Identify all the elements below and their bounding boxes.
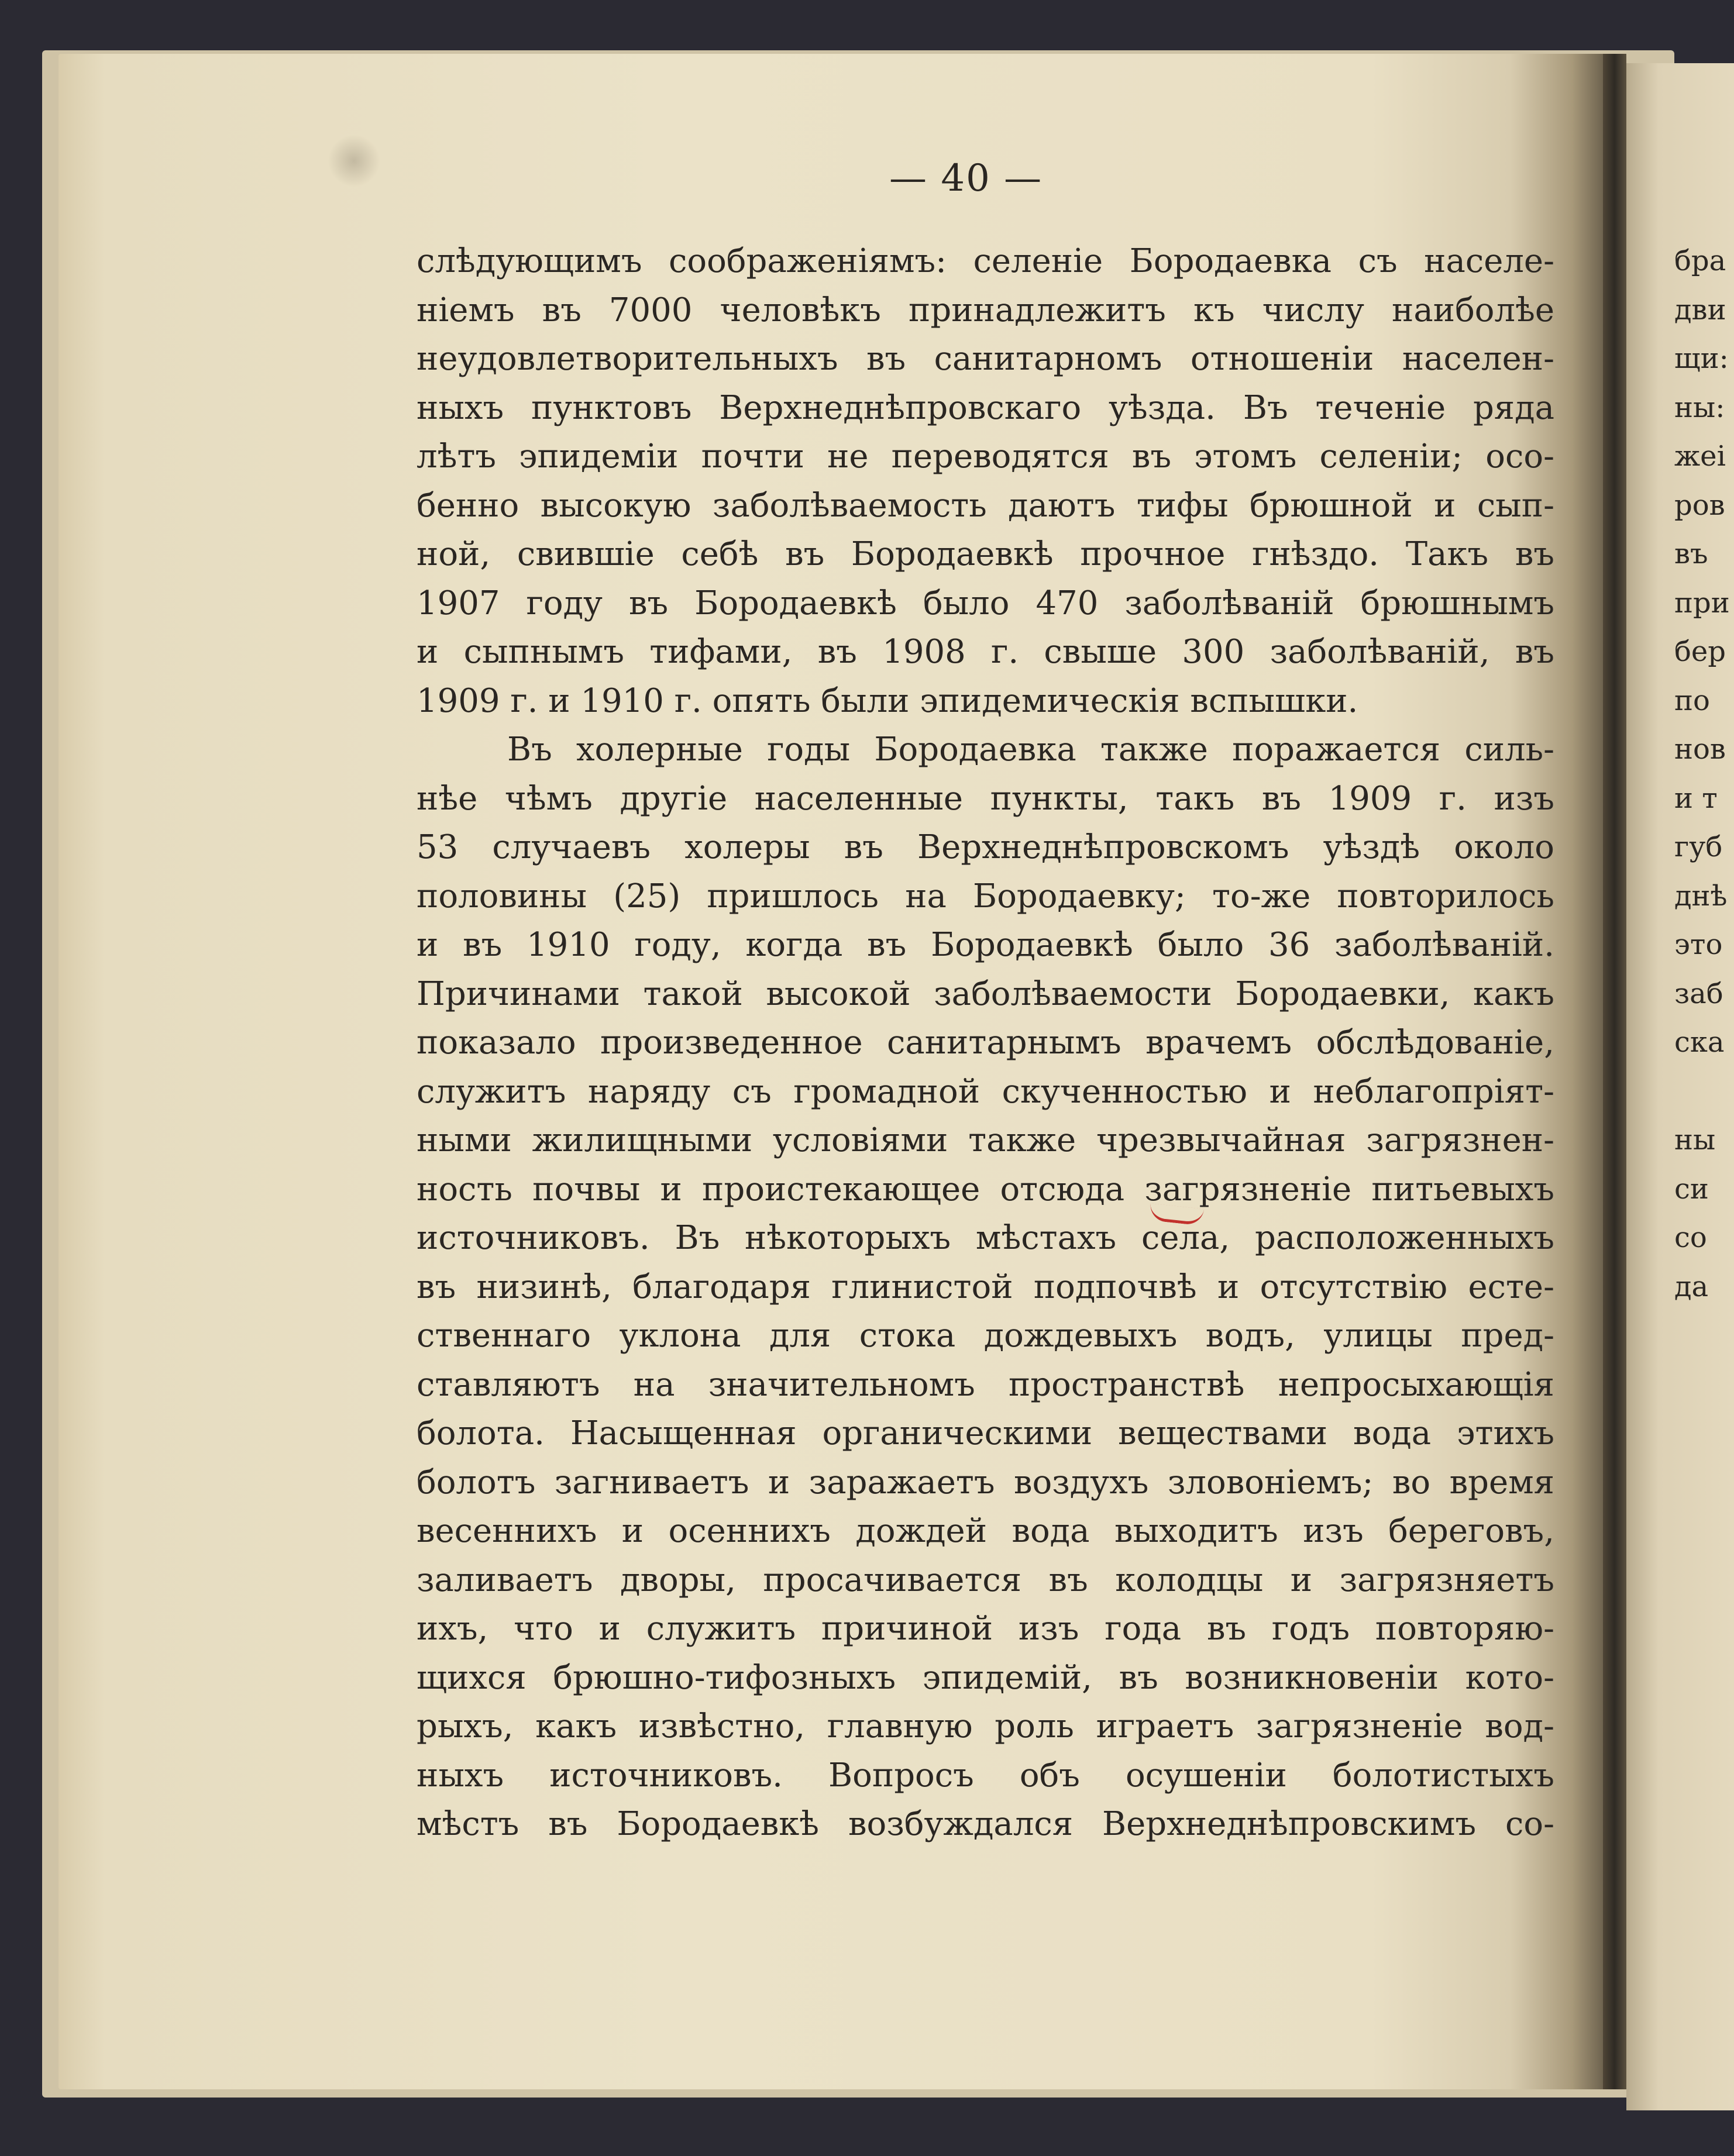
page-number: — 40 — [889, 157, 1043, 200]
body-text [417, 237, 1554, 1849]
facing-text-line: бер [1674, 635, 1726, 668]
text-line: ставляютъ на значительномъ пространствѣ непросыхающія [417, 1365, 1554, 1404]
facing-text-line: ны [1674, 1124, 1716, 1156]
text-line: 1907 году въ Бородаевкѣ было 470 заболѣваній брюшнымъ [417, 584, 1554, 622]
text-line: въ низинѣ, благодаря глинистой подпочвѣ и отсутствію есте- [417, 1268, 1554, 1306]
text-line: бенно высокую заболѣваемость даютъ тифы брюшной и сып- [417, 486, 1554, 525]
text-line: щихся брюшно-тифозныхъ эпидемій, въ возникновеніи кото- [417, 1658, 1554, 1697]
facing-text-line: при [1674, 586, 1730, 619]
text-line: ность почвы и проистекающее отсюда загрязненіе питьевыхъ [417, 1170, 1554, 1208]
text-line: слѣдующимъ соображеніямъ: селеніе Бородаевка съ населе- [417, 242, 1554, 280]
facing-text-line: со [1674, 1221, 1707, 1254]
text-line: ственнаго уклона для стока дождевыхъ водъ, улицы пред- [417, 1317, 1554, 1355]
book-gutter [1603, 54, 1626, 2089]
facing-text-line: это [1674, 928, 1723, 961]
text-line: и сыпнымъ тифами, въ 1908 г. свыше 300 заболѣваній, въ [417, 633, 1554, 671]
facing-text-line: си [1674, 1172, 1709, 1206]
facing-text-line: да [1674, 1270, 1709, 1303]
text-line: 1909 г. и 1910 г. опять были эпидемическія вспышки. [417, 681, 1358, 720]
text-line: лѣтъ эпидеміи почти не переводятся въ этомъ селеніи; осо- [417, 438, 1554, 476]
text-line: ныхъ пунктовъ Верхнеднѣпровскаго уѣзда. Въ теченіе ряда [417, 388, 1554, 427]
text-line: ихъ, что и служитъ причиной изъ года въ годъ повторяю- [417, 1610, 1554, 1648]
facing-text-line: дви [1674, 293, 1726, 326]
facing-text-line [1674, 1067, 1734, 1117]
text-line: нѣе чѣмъ другіе населенные пункты, такъ въ 1909 г. изъ [417, 779, 1554, 818]
paper-stain [328, 135, 380, 187]
text-line: Въ холерные годы Бородаевка также поражается силь- [507, 731, 1554, 769]
facing-text-line: жеі [1674, 440, 1726, 473]
text-line: ной, свившіе себѣ въ Бородаевкѣ прочное гнѣздо. Такъ въ [417, 535, 1554, 573]
text-line: болота. Насыщенная органическими веществами вода этихъ [417, 1414, 1554, 1452]
text-line: половины (25) пришлось на Бородаевку; то-же повторилось [417, 877, 1554, 915]
text-line: рыхъ, какъ извѣстно, главную роль играетъ загрязненіе вод- [417, 1707, 1554, 1745]
text-line: 53 случаевъ холеры въ Верхнеднѣпровскомъ уѣздѣ около [417, 828, 1554, 866]
facing-page-text [1674, 237, 1734, 1311]
text-line: ніемъ въ 7000 человѣкъ принадлежитъ къ числу наиболѣе [417, 291, 1554, 329]
text-line: источниковъ. Въ нѣкоторыхъ мѣстахъ села, расположенныхъ [417, 1219, 1554, 1257]
text-line: и въ 1910 году, когда въ Бородаевкѣ было 36 заболѣваній. [417, 926, 1554, 964]
facing-text-line: ска [1674, 1026, 1725, 1059]
facing-text-line: нов [1674, 733, 1726, 766]
text-line: мѣстъ въ Бородаевкѣ возбуждался Верхнеднѣпровскимъ со- [417, 1805, 1554, 1843]
text-line: болотъ загниваетъ и заражаетъ воздухъ зловоніемъ; во время [417, 1463, 1554, 1501]
facing-text-line: и т [1674, 781, 1718, 815]
facing-text-line: губ [1674, 831, 1723, 863]
text-line: ныхъ источниковъ. Вопросъ объ осушеніи болотистыхъ [417, 1756, 1554, 1795]
facing-text-line: бра [1674, 244, 1726, 277]
facing-text-line: по [1674, 684, 1710, 717]
facing-text-line: ров [1674, 488, 1725, 522]
text-line: весеннихъ и осеннихъ дождей вода выходитъ изъ береговъ, [417, 1512, 1554, 1550]
facing-text-line: ны: [1674, 391, 1725, 424]
facing-text-line: въ [1674, 538, 1708, 570]
facing-text-line: заб [1674, 977, 1723, 1010]
text-line: ными жилищными условіями также чрезвычайная загрязнен- [417, 1121, 1554, 1159]
text-line: служитъ наряду съ громадной скученностью и неблагопріят- [417, 1072, 1554, 1111]
facing-text-line: днѣ [1674, 879, 1728, 912]
text-line: заливаетъ дворы, просачивается въ колодцы и загрязняетъ [417, 1561, 1554, 1599]
text-line: Причинами такой высокой заболѣваемости Бородаевки, какъ [417, 974, 1554, 1013]
facing-text-line: щи: [1674, 342, 1729, 375]
text-line: показало произведенное санитарнымъ врачемъ обслѣдованіе, [417, 1024, 1554, 1062]
text-line: неудовлетворительныхъ въ санитарномъ отношеніи населен- [417, 340, 1554, 378]
